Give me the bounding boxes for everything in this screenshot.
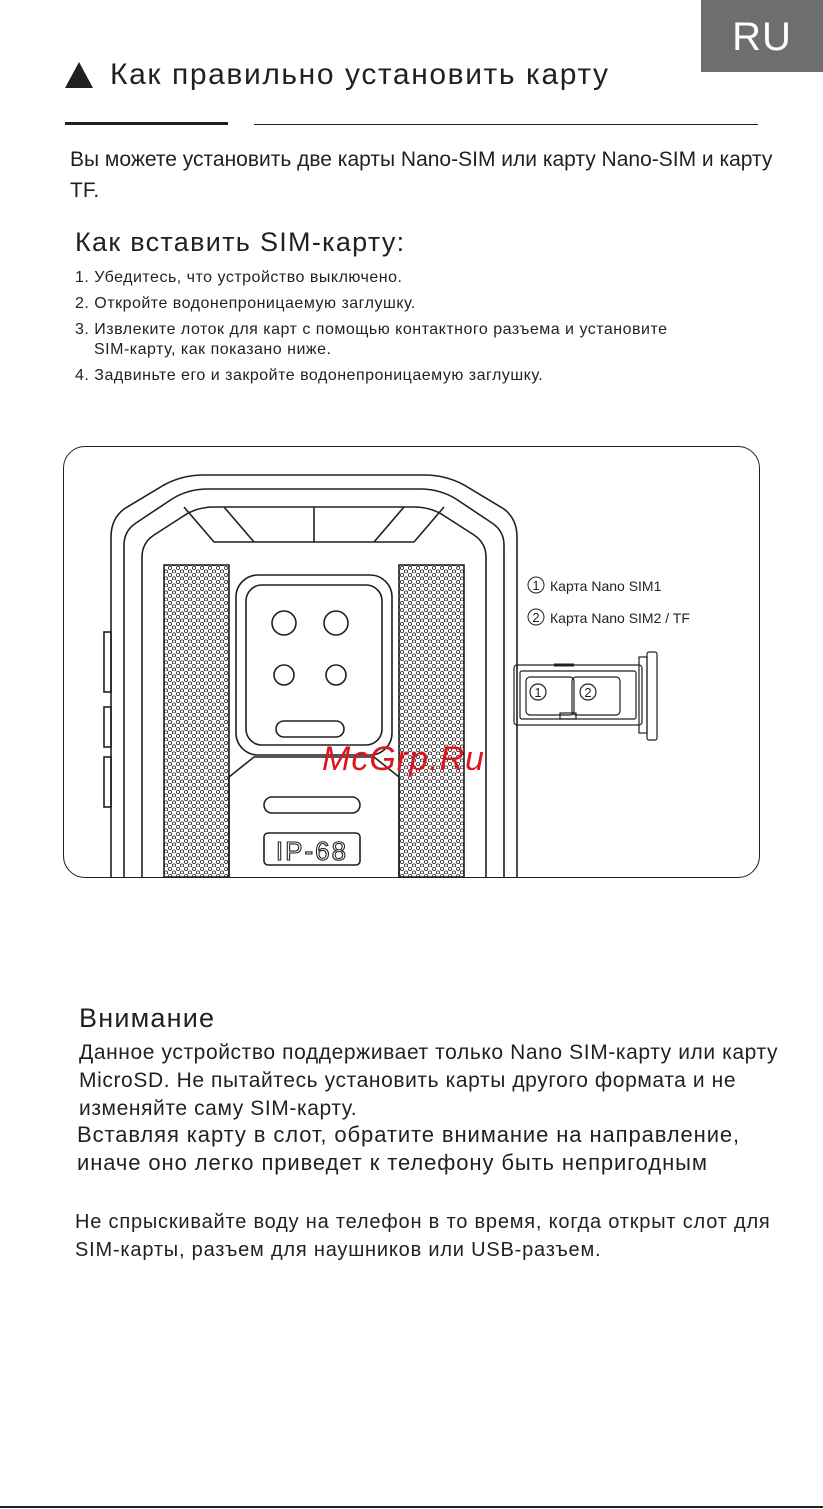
step-item: 4. Задвиньте его и закройте водонепроницаемую заглушку. (75, 367, 544, 384)
section-title: Как вставить SIM-карту: (75, 227, 406, 257)
attention-paragraph: Вставляя карту в слот, обратите внимание на направление, иначе оно легко приведет к телефону быть непригодным (77, 1122, 741, 1175)
triangle-marker-icon (65, 62, 93, 88)
intro-text: Вы можете установить две карты Nano-SIM или карту Nano-SIM и карту TF. (70, 148, 773, 202)
title-underline-thin (254, 124, 758, 125)
legend-label: Карта Nano SIM2 / TF (550, 610, 690, 626)
attention-paragraph: Данное устройство поддерживает только Nano SIM-карту или карту MicroSD. Не пытайтесь установить карты другого формата и не изменяйте саму SIM-карту. (79, 1041, 779, 1120)
steps-list (75, 268, 775, 392)
tray-slot-num: 2 (584, 685, 592, 700)
language-tab: RU (701, 0, 823, 72)
phone-body (104, 475, 517, 877)
step-text-continued: SIM-карту, как показано ниже. (94, 341, 332, 358)
title-underline-thick (65, 122, 228, 125)
page-title: Как правильно установить карту (110, 58, 610, 91)
legend-label: Карта Nano SIM1 (550, 578, 662, 594)
bottom-rule (0, 1506, 823, 1508)
sim-install-figure (63, 446, 760, 878)
legend-num: 1 (532, 578, 540, 593)
legend-num: 2 (532, 610, 540, 625)
phone-illustration (64, 447, 759, 877)
attention-title: Внимание (79, 1003, 216, 1033)
watermark: McGrp.Ru (322, 740, 485, 778)
step-item: 1. Убедитесь, что устройство выключено. (75, 269, 403, 286)
step-item: 2. Откройте водонепроницаемую заглушку. (75, 295, 416, 312)
legend (528, 577, 690, 626)
phone-label: IP-68 (275, 836, 349, 866)
step-item (75, 320, 775, 360)
step-text: 3. Извлеките лоток для карт с помощью контактного разъема и установите (75, 321, 668, 338)
tray-slot-num: 1 (534, 685, 542, 700)
attention-paragraph: Не спрыскивайте воду на телефон в то время, когда открыт слот для SIM-карты, разъем для наушников или USB-разъем. (75, 1211, 771, 1261)
